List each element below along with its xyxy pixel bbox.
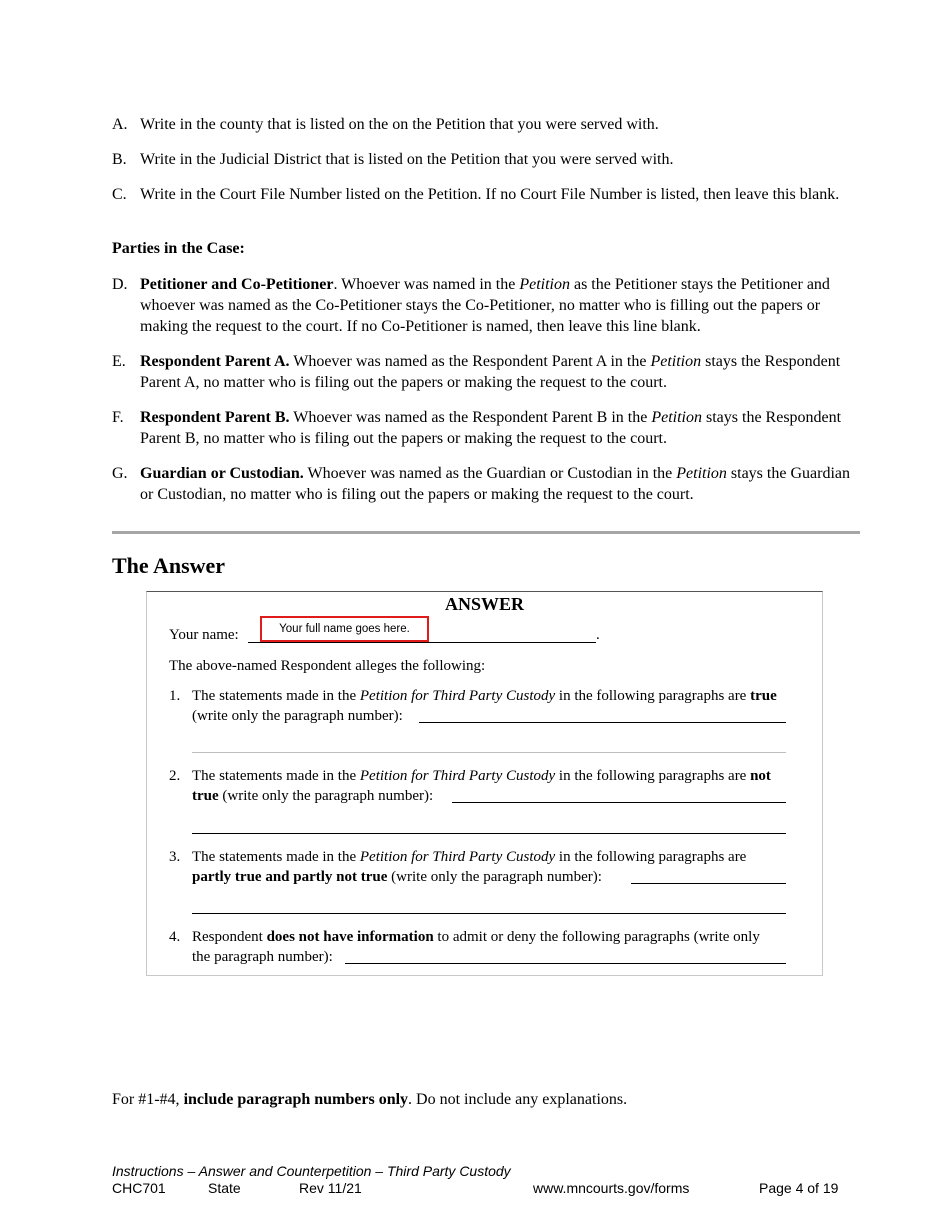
text-part: The statements made in the <box>192 688 360 704</box>
footer-url[interactable]: www.mncourts.gov/forms <box>533 1180 690 1196</box>
your-name-label: Your name: <box>169 627 239 643</box>
text-part: in the following paragraphs are <box>555 768 751 784</box>
text-part: (write only the paragraph number): <box>387 869 602 885</box>
answer-line <box>452 802 786 803</box>
answer-line <box>192 752 786 753</box>
parties-heading: Parties in the Case: <box>112 240 245 257</box>
instruction-letter: G. <box>112 465 128 482</box>
term-italic: Petition <box>651 409 702 426</box>
form-title: ANSWER <box>444 594 524 614</box>
text-part: . Do not include any explanations. <box>408 1091 628 1108</box>
answer-line <box>345 963 786 964</box>
text-part: as the Petitioner stays the Petitioner and whoever was named as the Co-Petitioner stays the Co-Petitioner, no matter who is filling out the papers or making the request to the court. If no Co-Petitioner is named, then leave this line blank. <box>140 276 830 335</box>
item-line-2 <box>192 786 433 806</box>
item-line-2 <box>192 867 602 887</box>
text-part: Whoever was named as the Respondent Parent B in the <box>289 409 652 426</box>
item-number: 1. <box>169 688 181 704</box>
text-part: . Whoever was named in the <box>333 276 520 293</box>
text-part: stays the Respondent Parent A, no matter who is filing out the papers or making the request to the court. <box>140 353 841 391</box>
instruction-f <box>112 407 860 449</box>
name-period: . <box>596 627 600 643</box>
term-bold: true <box>192 788 219 804</box>
instruction-letter: F. <box>112 409 124 426</box>
footer-page-number: Page 4 of 19 <box>759 1180 839 1196</box>
instruction-letter: D. <box>112 276 128 293</box>
answer-line <box>631 883 786 884</box>
text-part: stays the Guardian or Custodian, no matter who is filing out the papers or making the request to the court. <box>140 465 850 503</box>
instruction-text: Write in the county that is listed on the on the Petition that you were served with. <box>140 116 659 133</box>
instruction-a <box>112 114 860 135</box>
item-line-1 <box>192 766 817 786</box>
text-part: (write only the paragraph number): <box>218 788 434 804</box>
instruction-b <box>112 149 860 170</box>
term-bold: include paragraph numbers only <box>183 1091 409 1108</box>
instruction-text <box>140 463 860 505</box>
term-bold: true <box>750 688 777 704</box>
footer-revision: Rev 11/21 <box>299 1180 362 1196</box>
term-bold: Petitioner and Co-Petitioner <box>140 276 334 293</box>
instruction-text: Write in the Judicial District that is listed on the Petition that you were served with. <box>140 151 674 168</box>
term-italic: Petition <box>650 353 702 370</box>
instruction-g <box>112 463 860 505</box>
text-part: For #1-#4, <box>112 1091 184 1108</box>
text-part: stays the Respondent Parent B, no matter who is filing out the papers or making the request to the court. <box>140 409 842 447</box>
instruction-letter: E. <box>112 353 126 370</box>
alleges-text: The above-named Respondent alleges the following: <box>169 658 486 674</box>
instruction-e <box>112 351 860 393</box>
instruction-letter: C. <box>112 186 127 203</box>
item-line-1 <box>192 927 817 947</box>
name-callout: Your full name goes here. <box>260 616 429 642</box>
petition-title: Petition for Third Party Custody <box>359 849 556 865</box>
term-bold: Respondent Parent B. <box>140 409 290 426</box>
item-line-2: (write only the paragraph number): <box>192 708 403 724</box>
item-number: 4. <box>169 929 181 945</box>
text-part: The statements made in the <box>192 768 360 784</box>
text-part: The statements made in the <box>192 849 360 865</box>
instruction-letter: B. <box>112 151 127 168</box>
instruction-d <box>112 274 860 337</box>
item-line-1 <box>192 847 817 867</box>
term-italic: Petition <box>519 276 570 293</box>
instruction-text <box>140 407 860 449</box>
your-name-line <box>248 642 596 643</box>
text-part: Respondent <box>192 929 267 945</box>
footer-state: State <box>208 1180 241 1196</box>
term-bold: does not have information <box>266 929 434 945</box>
instruction-text <box>140 351 860 393</box>
text-part: Whoever was named as the Respondent Parent A in the <box>289 353 651 370</box>
answer-form-sample <box>146 591 823 976</box>
petition-title: Petition for Third Party Custody <box>359 688 556 704</box>
answer-line <box>419 722 786 723</box>
instruction-text <box>140 274 860 337</box>
item-line-1 <box>192 686 817 706</box>
term-bold: Respondent Parent A. <box>140 353 290 370</box>
paragraph-numbers-note <box>112 1091 627 1109</box>
item-line-2: the paragraph number): <box>192 949 333 965</box>
answer-heading: The Answer <box>112 553 226 578</box>
footer-title: Instructions – Answer and Counterpetition – Third Party Custody <box>112 1163 511 1179</box>
item-number: 2. <box>169 768 181 784</box>
text-part: in the following paragraphs are <box>555 849 747 865</box>
section-divider <box>112 531 860 534</box>
text-part: Whoever was named as the Guardian or Custodian in the <box>303 465 677 482</box>
text-part: in the following paragraphs are <box>555 688 751 704</box>
text-part: to admit or deny the following paragraphs (write only <box>433 929 760 945</box>
petition-title: Petition for Third Party Custody <box>359 768 556 784</box>
item-number: 3. <box>169 849 181 865</box>
instruction-text: Write in the Court File Number listed on the Petition. If no Court File Number is listed, then leave this blank. <box>140 186 840 203</box>
instruction-letter: A. <box>112 116 128 133</box>
footer-form-id: CHC701 <box>112 1180 166 1196</box>
term-bold: Guardian or Custodian. <box>140 465 304 482</box>
instruction-c <box>112 184 860 205</box>
term-bold: not <box>750 768 771 784</box>
term-bold: partly true and partly not true <box>192 869 388 885</box>
answer-line <box>192 913 786 914</box>
term-italic: Petition <box>676 465 727 482</box>
answer-line <box>192 833 786 834</box>
